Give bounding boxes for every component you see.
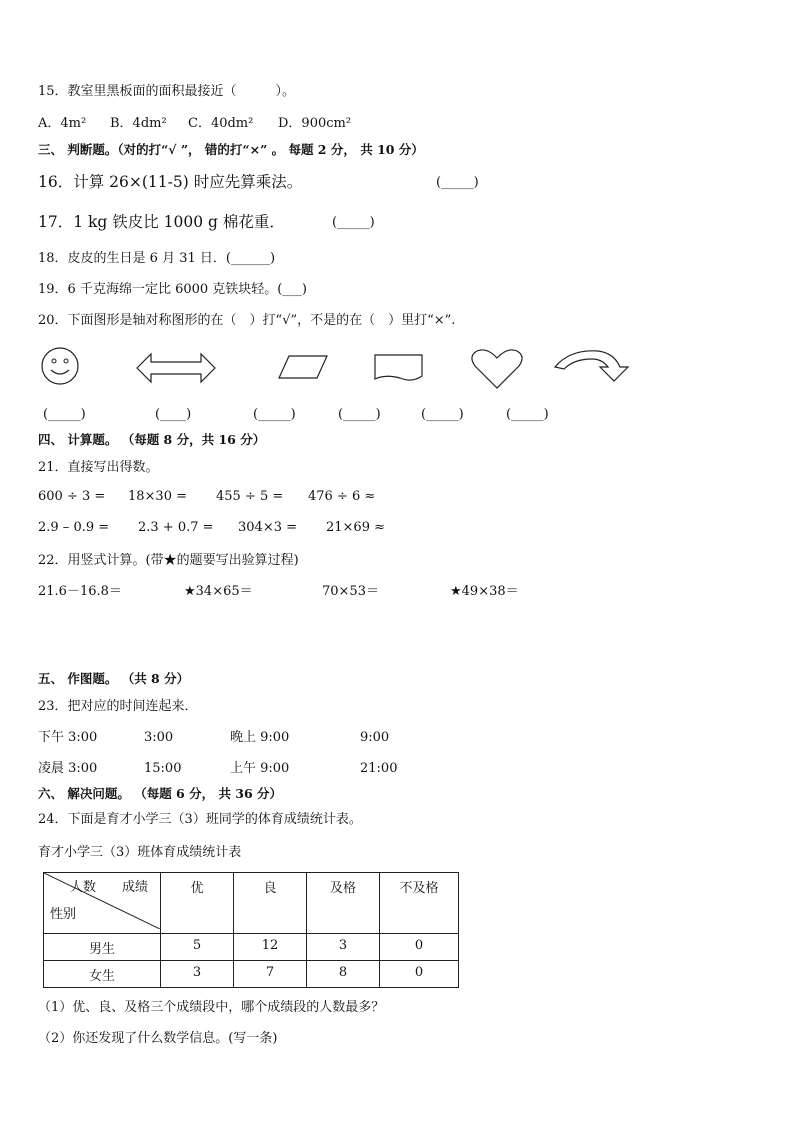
option-a[interactable]: A．4m² (38, 116, 87, 131)
expression: ★49×38＝ (450, 584, 519, 599)
expression: ★34×65＝ (184, 584, 253, 599)
table-cell: 12 (234, 934, 307, 961)
table-cell: 7 (234, 961, 307, 988)
column-header: 及格 (307, 873, 380, 934)
question-15: 15．教室里黑板面的面积最接近（ ）。 (38, 84, 296, 99)
time-label[interactable]: 15:00 (144, 761, 182, 776)
header-grade: 成绩 (122, 880, 149, 895)
table-cell: 3 (307, 934, 380, 961)
table-title: 育才小学三（3）班体育成绩统计表 (38, 845, 242, 860)
expression: 304×3 = (238, 520, 298, 535)
column-header: 不及格 (380, 873, 459, 934)
row-label: 男生 (44, 934, 161, 961)
shape-answer-blank[interactable]: (_____) (421, 407, 464, 422)
double-arrow-icon (135, 352, 217, 384)
shape-answer-blank[interactable]: (_____) (506, 407, 549, 422)
column-header: 优 (161, 873, 234, 934)
time-label[interactable]: 上午 9:00 (230, 761, 290, 776)
question-20: 20．下面图形是轴对称图形的在（ ）打“√”，不是的在（ ）里打“×”. (38, 313, 456, 328)
column-header: 良 (234, 873, 307, 934)
question-23: 23．把对应的时间连起来． (38, 699, 198, 714)
heart-icon (470, 348, 524, 390)
table-cell: 0 (380, 934, 459, 961)
time-label[interactable]: 凌晨 3:00 (38, 761, 98, 776)
expression: 21×69 ≈ (326, 520, 386, 535)
curved-arrow-icon (552, 345, 634, 385)
question-17: 17．1 kg 铁皮比 1000 g 棉花重． (38, 213, 285, 231)
option-d[interactable]: D．900cm² (278, 116, 352, 131)
expression: 70×53＝ (322, 584, 379, 599)
table-cell: 3 (161, 961, 234, 988)
question-19[interactable]: 19．6 千克海绵一定比 6000 克铁块轻。(___) (38, 282, 307, 297)
question-16-answer-blank[interactable]: (_____) (436, 175, 479, 190)
row-label: 女生 (44, 961, 161, 988)
diagonal-header-cell (44, 873, 161, 934)
section-6-title: 六、 解决问题。 （每题 6 分， 共 36 分） (38, 786, 283, 801)
expression: 21.6－16.8＝ (38, 584, 122, 599)
option-c[interactable]: C．40dm² (188, 116, 254, 131)
shape-answer-blank[interactable]: (_____) (338, 407, 381, 422)
question-18[interactable]: 18．皮皮的生日是 6 月 31 日．(______) (38, 251, 276, 266)
flag-icon (372, 352, 426, 384)
table-cell: 0 (380, 961, 459, 988)
expression: 2.3 + 0.7 = (138, 520, 214, 535)
question-22: 22．用竖式计算。(带★的题要写出验算过程) (38, 553, 299, 568)
time-label[interactable]: 晚上 9:00 (230, 730, 290, 745)
expression: 2.9 – 0.9 = (38, 520, 110, 535)
question-16: 16．计算 26×(11-5) 时应先算乘法。 (38, 173, 303, 191)
question-24-sub-1: （1）优、良、及格三个成绩段中，哪个成绩段的人数最多？ (38, 1000, 385, 1015)
time-label[interactable]: 3:00 (144, 730, 174, 745)
question-24: 24．下面是育才小学三（3）班同学的体育成绩统计表。 (38, 812, 362, 827)
shape-answer-blank[interactable]: (_____) (253, 407, 296, 422)
expression: 18×30 = (128, 489, 188, 504)
shape-answer-blank[interactable]: (_____) (43, 407, 86, 422)
score-table (43, 872, 459, 988)
time-label[interactable]: 下午 3:00 (38, 730, 98, 745)
section-5-title: 五、 作图题。 （共 8 分） (38, 671, 190, 686)
header-gender: 性别 (50, 907, 77, 922)
option-b[interactable]: B．4dm² (110, 116, 167, 131)
expression: 600 ÷ 3 = (38, 489, 106, 504)
smiley-icon (40, 346, 82, 388)
question-17-answer-blank[interactable]: (_____) (332, 215, 375, 230)
expression: 455 ÷ 5 = (216, 489, 284, 504)
shape-answer-blank[interactable]: (____) (155, 407, 192, 422)
time-label[interactable]: 21:00 (360, 761, 398, 776)
table-cell: 8 (307, 961, 380, 988)
expression: 476 ÷ 6 ≈ (308, 489, 376, 504)
time-label[interactable]: 9:00 (360, 730, 390, 745)
question-24-sub-2: （2）你还发现了什么数学信息。(写一条) (38, 1031, 278, 1046)
header-people: 人数 (70, 880, 97, 895)
parallelogram-icon (277, 354, 329, 380)
table-cell: 5 (161, 934, 234, 961)
section-4-title: 四、 计算题。 （每题 8 分，共 16 分） (38, 432, 266, 447)
question-21: 21．直接写出得数。 (38, 460, 159, 475)
section-3-title: 三、 判断题。（对的打“√ ”， 错的打“×” 。 每题 2 分， 共 10 分） (38, 142, 424, 157)
